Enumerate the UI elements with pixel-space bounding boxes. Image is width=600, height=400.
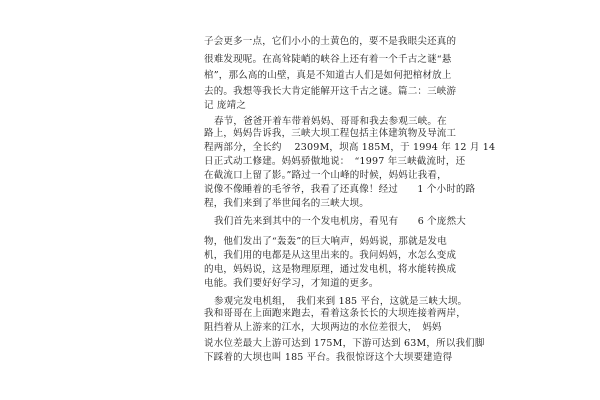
text-line: 春节，爸爸开着车带着妈妈、哥哥和我去参观三峡。在	[214, 116, 447, 127]
text-line: 阻挡着从上游来的江水，大坝两边的水位差很大， 妈妈	[204, 322, 442, 333]
text-line: 去的。我想等我长大肯定能解开这千古之谜。篇二：三峡游	[204, 86, 457, 97]
text-line: 很难发现呢。在高耸陡峭的峡谷上还有着一个千古之谜“悬	[204, 54, 452, 65]
text-line: 记 庞靖之	[204, 100, 247, 111]
text-line: 日正式动工修建。妈妈骄傲地说： “1997 年三峡截流时，还	[204, 156, 466, 167]
text-line: 程两部分，全长约 2309M，坝高 185M，于 1994 年 12 月 14	[204, 142, 496, 153]
text-line: 棺”，那么高的山壁，真是不知道古人们是如何把棺材放上	[204, 70, 452, 81]
text-line: 物，他们发出了“轰轰”的巨大响声，妈妈说，那就是发电	[204, 236, 447, 247]
text-line: 电能。我们要好好学习，才知道的更多。	[204, 278, 379, 289]
text-line: 的电，妈妈说，这是物理原理，通过发电机，将水能转换成	[204, 264, 457, 275]
text-line: 下踩着的大坝也叫 185 平台。我很惊讶这个大坝要建造得	[204, 352, 453, 363]
text-line: 在截流口上留了影。”路过一个山峰的时候，妈妈让我看，	[204, 170, 447, 181]
text-line: 机，我们用的电都是从这里出来的。我问妈妈，水怎么变成	[204, 250, 457, 261]
text-line: 子会更多一点，它们小小的土黄色的，要不是我眼尖还真的	[204, 36, 457, 47]
text-line: 路上，妈妈告诉我，三峡大坝工程包括主体建筑物及导流工	[204, 128, 457, 139]
text-line: 我们首先来到其中的一个发电机房，看见有 6 个庞然大	[214, 216, 466, 227]
text-line: 说像不像睡着的毛爷爷，我看了还真像！经过 1 个小时的路	[204, 184, 476, 195]
text-line: 程，我们来到了举世闻名的三峡大坝。	[204, 198, 369, 209]
text-line: 参观完发电机组， 我们来到 185 平台，这就是三峡大坝。	[214, 296, 468, 307]
text-line: 我和哥哥在上面跑来跑去，看着这条长长的大坝连接着两岸，	[204, 308, 466, 319]
text-line: 说水位差最大上游可达到 175M，下游可达到 63M，所以我们脚	[204, 338, 485, 349]
